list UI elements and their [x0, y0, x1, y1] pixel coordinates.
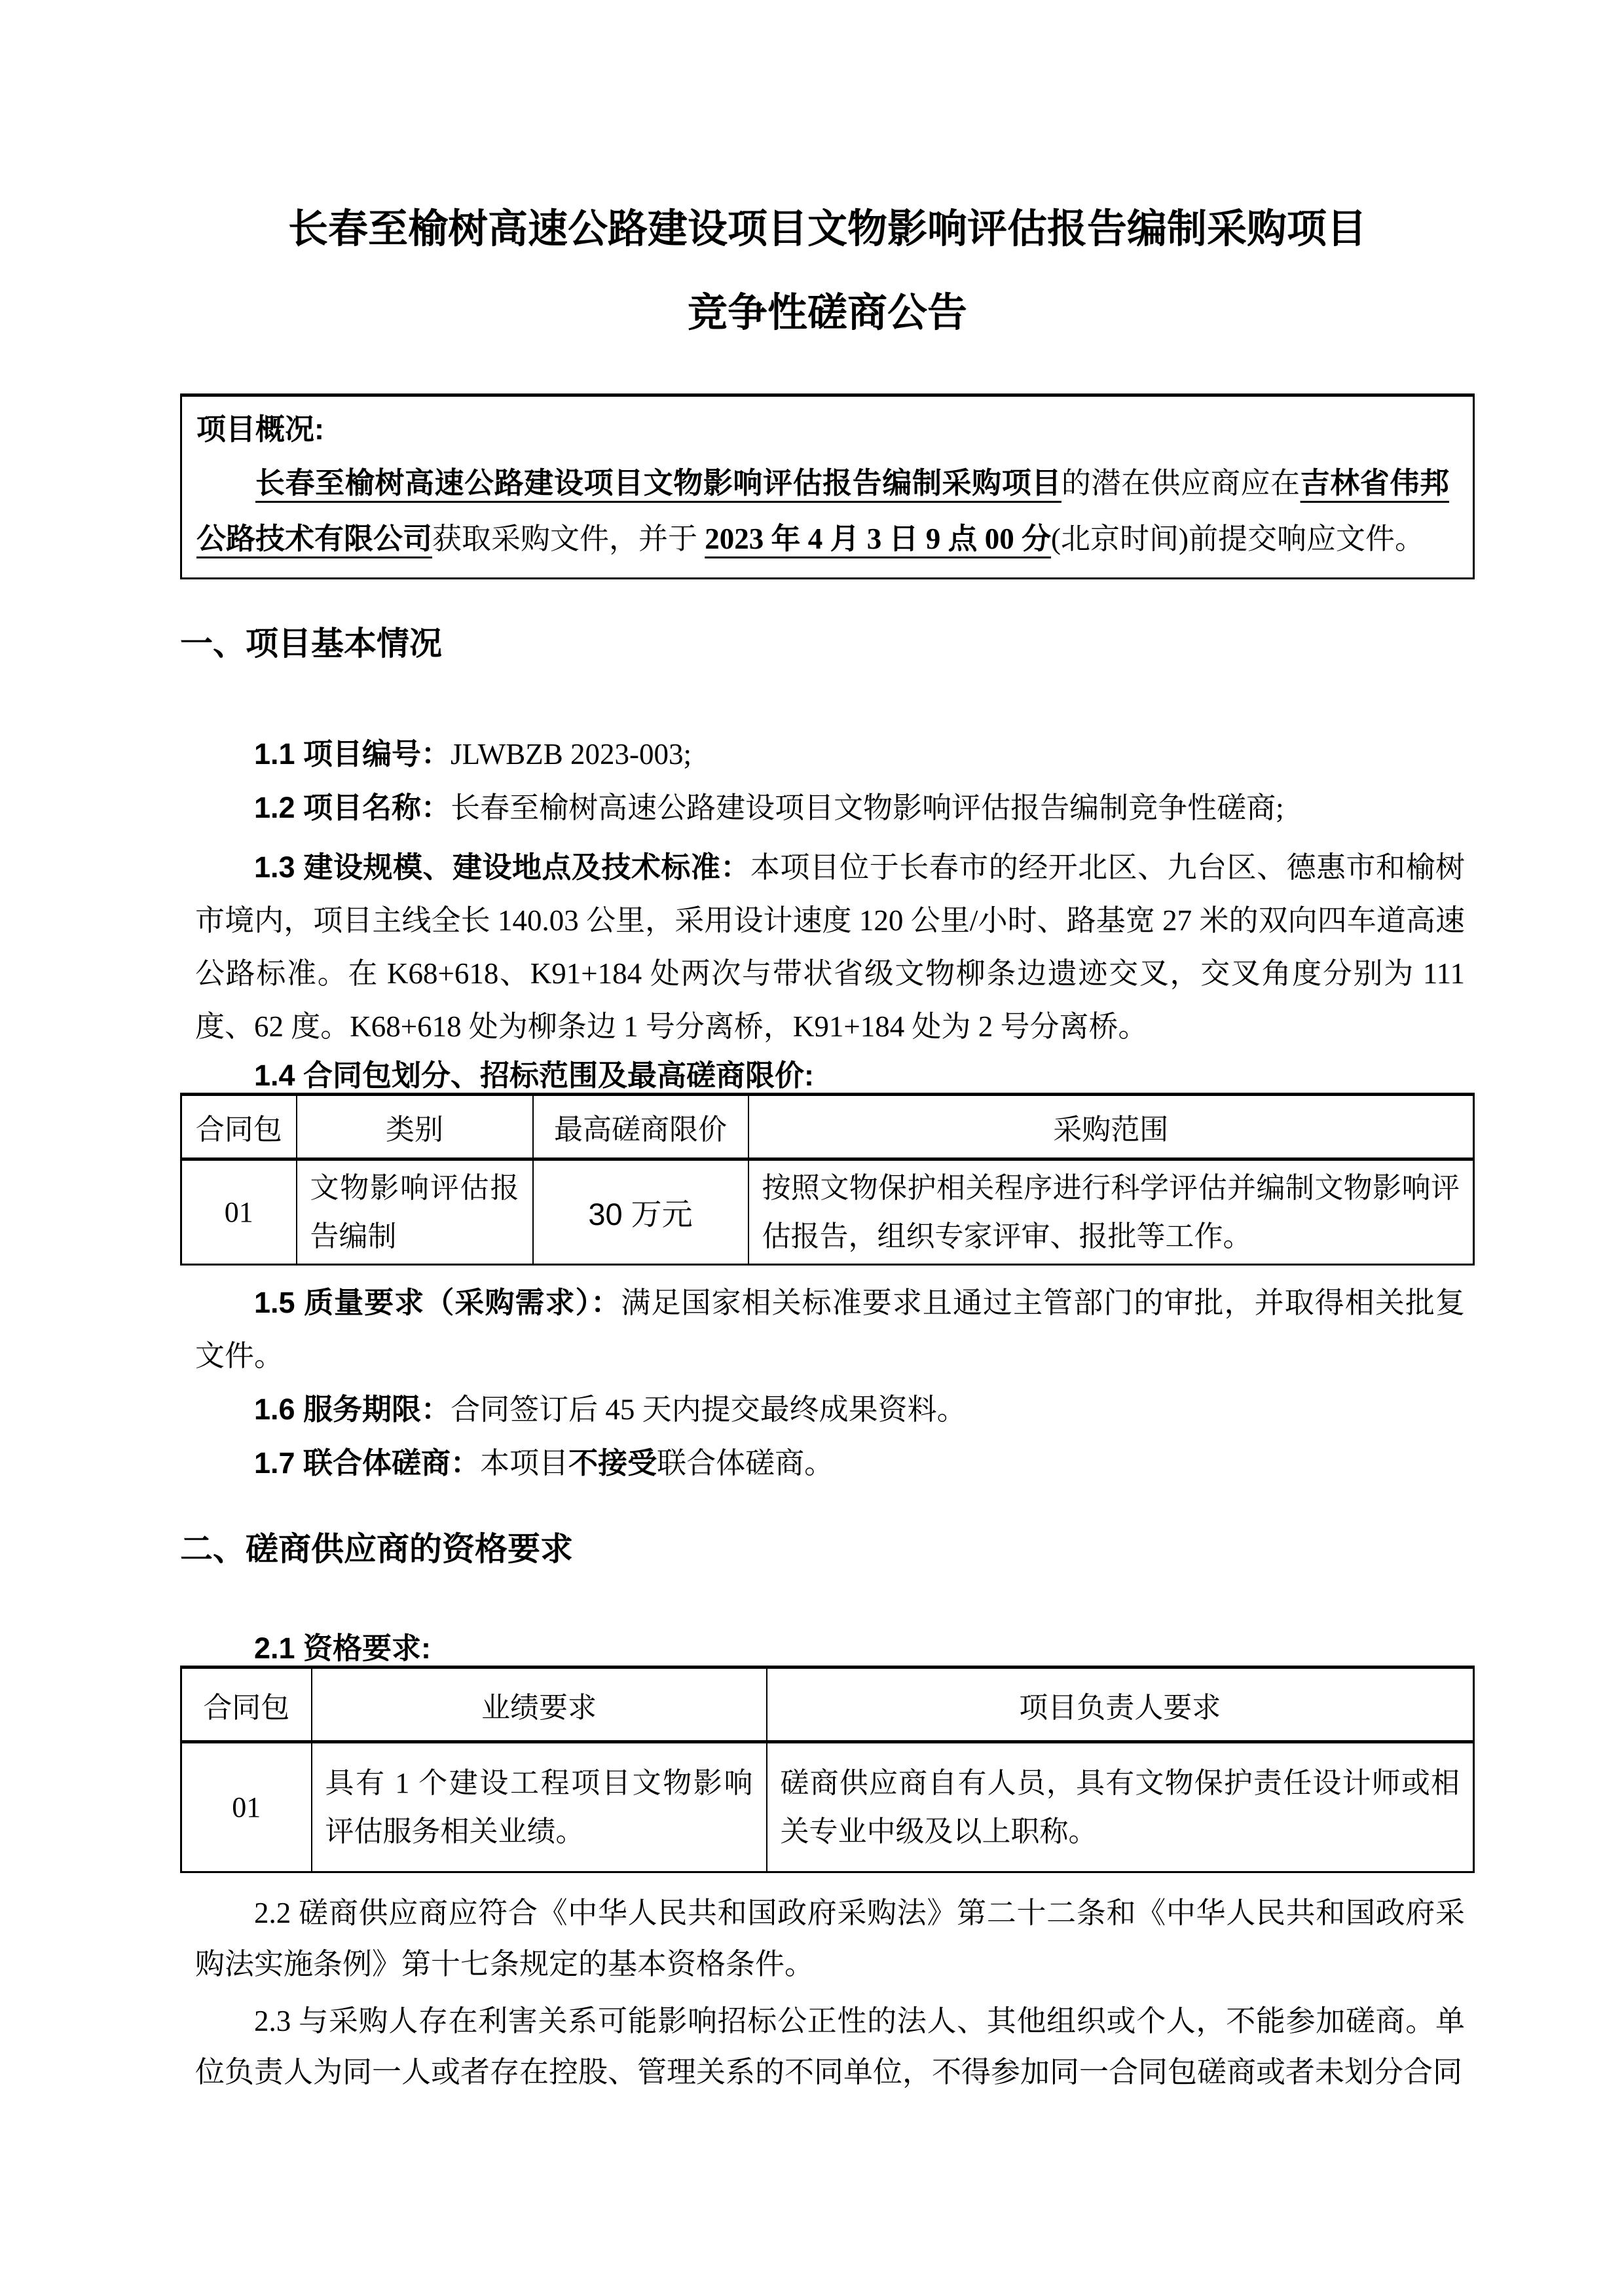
overview-project-name: 长春至榆树高速公路建设项目文物影响评估报告编制采购项目	[255, 467, 1061, 500]
section-2-heading: 二、磋商供应商的资格要求	[180, 1531, 573, 1567]
item-1-2	[195, 781, 1465, 835]
section-1-heading: 一、项目基本情况	[180, 625, 442, 662]
column-header-performance: 业绩要求	[312, 1667, 767, 1742]
cell-package-number: 01	[181, 1159, 297, 1265]
item-1-7-post: 联合体磋商。	[657, 1447, 834, 1480]
overview-deadline: 2023 年 4 月 3 日 9 点 00 分	[705, 522, 1052, 555]
item-1-7-label: 1.7 联合体磋商：	[254, 1446, 481, 1480]
column-header-package: 合同包	[181, 1667, 312, 1742]
project-overview-box	[180, 393, 1475, 579]
title-line-2: 竞争性磋商公告	[687, 290, 967, 335]
item-1-5	[195, 1276, 1465, 1383]
contract-package-table	[180, 1093, 1475, 1266]
item-1-1-value: JLWBZB 2023-003;	[451, 738, 692, 771]
overview-text: 获取采购文件，并于	[432, 522, 705, 555]
table-header-row	[181, 1667, 1474, 1742]
item-1-7-pre: 本项目	[480, 1447, 569, 1480]
column-header-category: 类别	[297, 1095, 533, 1159]
document-title	[180, 187, 1475, 354]
column-header-scope: 采购范围	[748, 1095, 1474, 1159]
cell-scope: 按照文物保护相关程序进行科学评估并编制文物影响评估报告，组织专家评审、报批等工作。	[748, 1159, 1474, 1265]
item-2-1-heading: 2.1 资格要求:	[254, 1631, 432, 1665]
cell-package-number: 01	[181, 1742, 312, 1872]
item-1-1	[195, 727, 1465, 781]
cell-category: 文物影响评估报告编制	[297, 1159, 533, 1265]
column-header-price-limit: 最高磋商限价	[533, 1095, 748, 1159]
item-1-6-value: 合同签订后 45 天内提交最终成果资料。	[451, 1393, 967, 1426]
item-2-3: 2.3 与采购人存在利害关系可能影响招标公正性的法人、其他组织或个人，不能参加磋商。单位负责人为同一人或者存在控股、管理关系的不同单位，不得参加同一合同包磋商或者未划分合同	[195, 2005, 1465, 2088]
item-1-6	[195, 1383, 1465, 1436]
overview-agency-name: 吉林省伟邦公路技术有限公司	[196, 467, 1449, 555]
qualification-table	[180, 1666, 1475, 1873]
item-1-5-value: 满足国家相关标准要求且通过主管部门的审批，并取得相关批复文件。	[195, 1286, 1465, 1372]
item-2-2: 2.2 磋商供应商应符合《中华人民共和国政府采购法》第二十二条和《中华人民共和国政府采购法实施条例》第十七条规定的基本资格条件。	[195, 1897, 1465, 1980]
table-row	[181, 1159, 1474, 1265]
item-1-3-label: 1.3 建设规模、建设地点及技术标准：	[254, 850, 750, 884]
title-line-1: 长春至榆树高速公路建设项目文物影响评估报告编制采购项目	[287, 206, 1367, 251]
cell-price-limit: 30 万元	[533, 1159, 748, 1265]
column-header-package: 合同包	[181, 1095, 297, 1159]
item-1-1-label: 1.1 项目编号：	[254, 737, 451, 771]
cell-performance-requirement: 具有 1 个建设工程项目文物影响评估服务相关业绩。	[312, 1742, 767, 1872]
overview-text: 的潜在供应商应在	[1061, 467, 1301, 500]
table-header-row	[181, 1095, 1474, 1159]
item-1-6-label: 1.6 服务期限：	[254, 1393, 451, 1426]
item-1-3-value: 本项目位于长春市的经开北区、九台区、德惠市和榆树市境内，项目主线全长 140.03 公里，采用设计速度 120 公里/小时、路基宽 27 米的双向四车道高速公路标准。在 K68+618、K91+184 处两次与带状省级文物柳条边遗迹交叉，交叉角度分别为 111 度、62 度。K68+618 处为柳条边 1 号分离桥，K91+184 处为 2 号分离桥。	[195, 851, 1465, 1043]
item-1-7-emphasis: 不接受	[568, 1446, 657, 1480]
column-header-manager: 项目负责人要求	[767, 1667, 1474, 1742]
cell-manager-requirement: 磋商供应商自有人员，具有文物保护责任设计师或相关专业中级及以上职称。	[767, 1742, 1474, 1872]
overview-paragraph	[196, 456, 1449, 567]
item-1-3	[195, 841, 1465, 1053]
item-1-4-heading: 1.4 合同包划分、招标范围及最高磋商限价:	[254, 1059, 815, 1092]
table-row	[181, 1742, 1474, 1872]
item-1-7	[195, 1436, 1465, 1490]
item-1-5-label: 1.5 质量要求（采购需求）：	[254, 1286, 621, 1319]
item-1-2-value: 长春至榆树高速公路建设项目文物影响评估报告编制竞争性磋商;	[451, 792, 1284, 824]
overview-label: 项目概况:	[196, 412, 324, 446]
item-1-2-label: 1.2 项目名称：	[254, 791, 451, 824]
overview-text: (北京时间)前提交响应文件。	[1051, 522, 1425, 555]
